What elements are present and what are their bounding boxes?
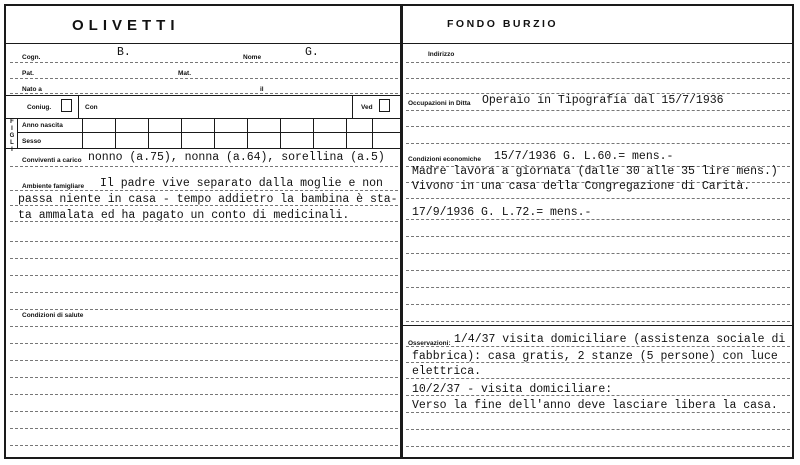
occupazioni-label: Occupazioni in Ditta <box>408 100 471 107</box>
form-line <box>10 445 398 446</box>
indirizzo-label: Indirizzo <box>428 51 455 58</box>
cognome-value: B. <box>117 46 131 59</box>
form-line <box>10 166 398 167</box>
salute-label: Condizioni di salute <box>22 312 84 319</box>
grid-line <box>372 118 373 148</box>
economiche-line: Madre lavora a giornata (dalle 30 alle 35 lire mens.) <box>412 165 778 178</box>
maternita-label: Mat. <box>178 70 191 77</box>
form-line <box>406 346 790 347</box>
conviventi-value: nonno (a.75), nonna (a.64), sorellina (a.5) <box>88 151 385 164</box>
economiche-line: Vivono in una casa della Congregazione di Carità. <box>412 180 751 193</box>
section-rule <box>4 118 401 119</box>
form-line <box>10 394 398 395</box>
grid-line <box>181 118 182 148</box>
grid-line <box>82 118 83 148</box>
osservazioni-line: elettrica. <box>412 365 482 378</box>
cognome-label: Cogn. <box>22 54 41 61</box>
header-rule <box>4 43 794 44</box>
form-line <box>406 429 790 430</box>
osservazioni-line: Verso la fine dell'anno deve lasciare libera la casa. <box>412 399 778 412</box>
economiche-label: Condizioni economiche <box>408 156 481 163</box>
form-line <box>406 143 790 144</box>
ambiente-line: Il padre vive separato dalla moglie e non <box>100 177 383 190</box>
form-line <box>10 343 398 344</box>
osservazioni-line: 10/2/37 - visita domiciliare: <box>412 383 613 396</box>
form-line <box>406 412 790 413</box>
form-line <box>406 110 790 111</box>
form-line <box>406 78 790 79</box>
grid-line <box>280 118 281 148</box>
form-line <box>406 270 790 271</box>
ambiente-label: Ambiente famigliare <box>22 183 85 190</box>
economiche-line: 17/9/1936 G. L.72.= mens.- <box>412 206 592 219</box>
figli-label: F I G L I <box>9 119 15 153</box>
vedovo-label: Ved <box>361 104 373 111</box>
sesso-label: Sesso <box>22 138 42 145</box>
form-line <box>10 62 398 63</box>
form-line <box>10 360 398 361</box>
nome-label: Nome <box>243 54 262 61</box>
section-rule <box>403 325 794 326</box>
nascita-label: Nato a <box>22 86 42 93</box>
form-line <box>406 446 790 447</box>
paternita-label: Pat. <box>22 70 34 77</box>
form-line <box>406 236 790 237</box>
vedovo-checkbox[interactable] <box>379 99 390 112</box>
coniugato-label: Coniug. <box>27 104 52 111</box>
occupazioni-value: Operaio in Tipografia dal 15/7/1936 <box>482 94 724 107</box>
form-line <box>406 304 790 305</box>
coniugato-checkbox[interactable] <box>61 99 72 112</box>
form-line <box>10 377 398 378</box>
osservazioni-label: Osservazioni: <box>408 340 451 347</box>
form-line <box>406 126 790 127</box>
section-rule <box>17 132 401 133</box>
grid-line <box>214 118 215 148</box>
ambiente-line: passa niente in casa - tempo addietro la bambina è sta- <box>18 193 398 206</box>
grid-line <box>346 118 347 148</box>
con-label: Con <box>85 104 98 111</box>
grid-line <box>78 95 79 118</box>
center-divider <box>400 4 403 459</box>
form-line <box>406 287 790 288</box>
osservazioni-line: fabbrica): casa gratis, 2 stanze (5 persone) con luce <box>412 350 778 363</box>
form-line <box>10 93 398 94</box>
grid-line <box>115 118 116 148</box>
conviventi-label: Conviventi a carico <box>22 157 82 164</box>
section-rule <box>4 148 401 149</box>
grid-line <box>17 118 18 148</box>
grid-line <box>352 95 353 118</box>
grid-line <box>148 118 149 148</box>
form-line <box>10 292 398 293</box>
ambiente-line: ta ammalata ed ha pagato un conto di medicinali. <box>18 209 350 222</box>
nascita-il-label: il <box>260 86 264 93</box>
form-line <box>406 253 790 254</box>
form-line <box>406 321 790 322</box>
nome-value: G. <box>305 46 319 59</box>
form-line <box>10 309 398 310</box>
brand-title: OLIVETTI <box>72 17 180 34</box>
grid-line <box>247 118 248 148</box>
anno-nascita-label: Anno nascita <box>22 122 63 129</box>
form-line <box>10 241 398 242</box>
form-line <box>10 78 398 79</box>
form-line <box>10 428 398 429</box>
form-line <box>10 411 398 412</box>
form-line <box>406 62 790 63</box>
index-card <box>4 4 794 459</box>
form-line <box>10 258 398 259</box>
economiche-line: 15/7/1936 G. L.60.= mens.- <box>494 150 674 163</box>
grid-line <box>313 118 314 148</box>
form-line <box>10 190 398 191</box>
archive-title: FONDO BURZIO <box>447 18 559 30</box>
osservazioni-line: 1/4/37 visita domiciliare (assistenza sociale di <box>454 333 786 346</box>
form-line <box>406 198 790 199</box>
form-line <box>10 326 398 327</box>
form-line <box>10 275 398 276</box>
form-line <box>406 219 790 220</box>
form-line <box>406 378 790 379</box>
section-rule <box>4 95 401 96</box>
